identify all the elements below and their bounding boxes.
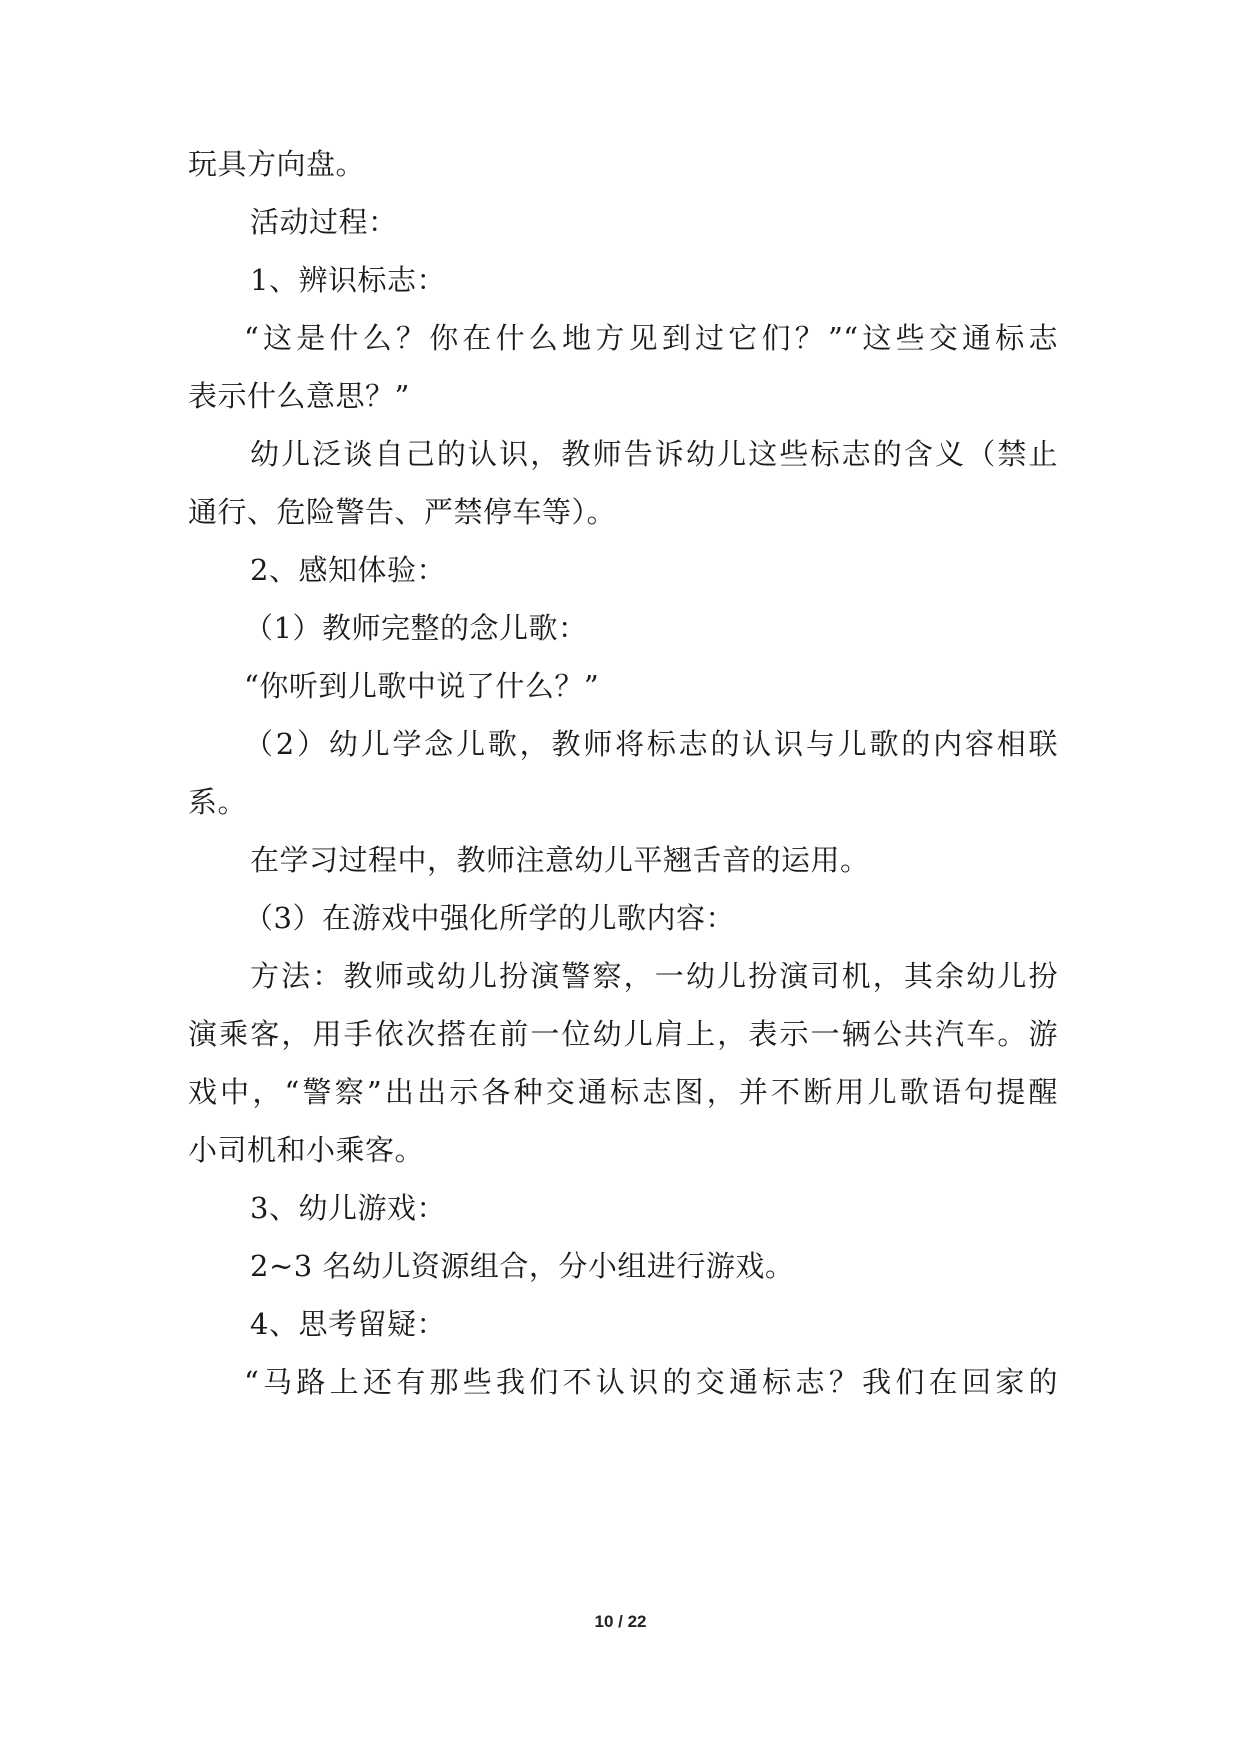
paragraph-line: 戏中，“警察”出出示各种交通标志图，并不断用儿歌语句提醒 bbox=[188, 1075, 1058, 1109]
paragraph-line: “你听到儿歌中说了什么？” bbox=[244, 669, 600, 703]
paragraph-line: 系。 bbox=[188, 785, 248, 819]
paragraph-line: （3）在游戏中强化所学的儿歌内容： bbox=[244, 901, 735, 935]
section-heading: 4、思考留疑： bbox=[250, 1307, 446, 1341]
paragraph-line: 方法：教师或幼儿扮演警察，一幼儿扮演司机，其余幼儿扮 bbox=[250, 959, 1058, 993]
paragraph-line: 通行、危险警告、严禁停车等）。 bbox=[188, 495, 617, 529]
section-heading: 3、幼儿游戏： bbox=[250, 1191, 446, 1225]
paragraph-line: 表示什么意思？” bbox=[188, 379, 410, 413]
paragraph-line: 幼儿泛谈自己的认识，教师告诉幼儿这些标志的含义（禁止 bbox=[250, 437, 1058, 471]
paragraph-line: 在学习过程中，教师注意幼儿平翘舌音的运用。 bbox=[250, 843, 870, 877]
paragraph-line: 小司机和小乘客。 bbox=[188, 1133, 425, 1167]
page-number: 10 / 22 bbox=[594, 1612, 647, 1631]
paragraph-line: 演乘客，用手依次搭在前一位幼儿肩上，表示一辆公共汽车。游 bbox=[188, 1017, 1058, 1051]
paragraph-line: （1）教师完整的念儿歌： bbox=[244, 611, 588, 645]
paragraph-line: （2）幼儿学念儿歌，教师将标志的认识与儿歌的内容相联 bbox=[244, 727, 1058, 761]
paragraph-line: “这是什么？你在什么地方见到过它们？”“这些交通标志 bbox=[244, 321, 1058, 355]
section-heading: 活动过程： bbox=[250, 205, 398, 239]
section-heading: 2、感知体验： bbox=[250, 553, 446, 587]
paragraph-line: 2~3 名幼儿资源组合，分小组进行游戏。 bbox=[250, 1249, 795, 1283]
section-heading: 1、辨识标志： bbox=[250, 263, 446, 297]
paragraph-line: 玩具方向盘。 bbox=[188, 147, 366, 181]
paragraph-line: “马路上还有那些我们不认识的交通标志？我们在回家的 bbox=[244, 1365, 1058, 1399]
